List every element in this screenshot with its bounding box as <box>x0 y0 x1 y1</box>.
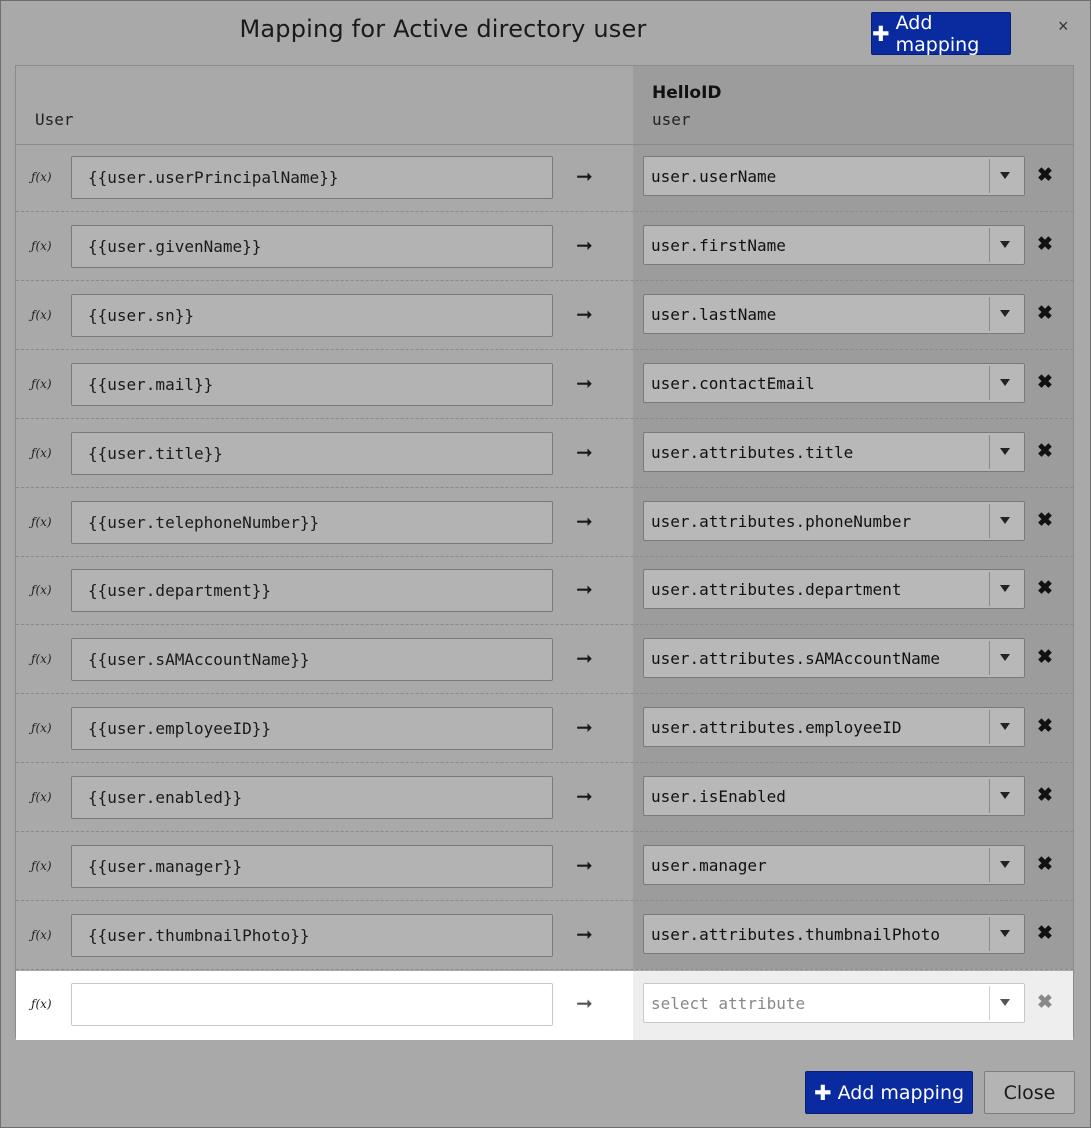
table-row <box>16 971 1073 1040</box>
plus-icon: ✚ <box>813 1080 832 1105</box>
source-expression-input[interactable]: {{user.mail}} <box>71 363 553 406</box>
target-attribute-value: user.isEnabled <box>651 787 786 807</box>
target-attribute-select[interactable] <box>643 569 1025 609</box>
target-attribute-select[interactable] <box>643 501 1025 541</box>
close-icon[interactable]: × <box>1058 16 1069 36</box>
function-icon[interactable]: ƒ(x) <box>31 790 52 805</box>
chevron-down-icon[interactable] <box>1000 585 1010 592</box>
function-icon[interactable]: ƒ(x) <box>31 376 52 391</box>
source-expression-input[interactable]: {{user.manager}} <box>71 845 553 888</box>
target-attribute-value: user.attributes.department <box>651 580 902 600</box>
close-button[interactable]: Close <box>984 1071 1075 1114</box>
select-divider <box>989 986 990 1020</box>
target-column-label: user <box>652 110 691 129</box>
arrow-right-icon: ➞ <box>576 923 593 946</box>
target-attribute-value: user.lastName <box>651 304 777 324</box>
function-icon[interactable]: ƒ(x) <box>31 721 52 736</box>
add-mapping-label: Add mapping <box>837 1081 965 1104</box>
table-row <box>16 695 1073 763</box>
target-attribute-value: user.attributes.sAMAccountName <box>651 649 940 669</box>
target-attribute-value: select attribute <box>651 993 806 1013</box>
target-attribute-value: user.attributes.employeeID <box>651 718 902 738</box>
select-divider <box>989 572 990 606</box>
function-icon[interactable]: ƒ(x) <box>31 238 52 253</box>
function-icon[interactable]: ƒ(x) <box>31 996 52 1011</box>
select-divider <box>989 228 990 262</box>
target-attribute-select[interactable] <box>643 914 1025 954</box>
select-divider <box>989 710 990 744</box>
function-icon[interactable]: ƒ(x) <box>31 859 52 873</box>
chevron-down-icon[interactable] <box>1000 448 1010 455</box>
table-row <box>16 213 1073 281</box>
source-expression-input[interactable]: {{user.sAMAccountName}} <box>71 638 553 681</box>
chevron-down-icon[interactable] <box>1000 172 1010 179</box>
delete-row-icon[interactable]: ✖ <box>1037 785 1053 807</box>
table-row <box>16 833 1073 901</box>
arrow-right-icon: ➞ <box>576 510 593 533</box>
chevron-down-icon[interactable] <box>1000 999 1010 1006</box>
dialog-title: Mapping for Active directory user <box>239 15 647 43</box>
target-attribute-value: user.manager <box>651 856 767 875</box>
source-expression-input[interactable]: {{user.sn}} <box>71 294 553 337</box>
delete-row-icon[interactable]: ✖ <box>1037 578 1053 600</box>
source-expression-input[interactable]: {{user.employeeID}} <box>71 707 553 750</box>
table-row <box>16 282 1073 350</box>
function-icon[interactable]: ƒ(x) <box>31 927 52 942</box>
table-row <box>16 626 1073 694</box>
source-expression-input[interactable]: {{user.thumbnailPhoto}} <box>71 914 553 957</box>
source-expression-input[interactable]: {{user.telephoneNumber}} <box>71 501 553 544</box>
select-divider <box>989 504 990 538</box>
chevron-down-icon[interactable] <box>1000 792 1010 799</box>
arrow-right-icon: ➞ <box>576 786 593 809</box>
target-attribute-value: user.attributes.phoneNumber <box>651 511 912 531</box>
arrow-right-icon: ➞ <box>576 303 593 326</box>
table-row <box>16 144 1073 212</box>
target-attribute-select[interactable] <box>643 638 1025 678</box>
target-attribute-value: user.attributes.thumbnailPhoto <box>651 924 940 944</box>
function-icon[interactable]: ƒ(x) <box>31 652 52 667</box>
table-row <box>16 420 1073 488</box>
chevron-down-icon[interactable] <box>1000 241 1010 248</box>
source-expression-input[interactable]: {{user.title}} <box>71 432 553 475</box>
delete-row-icon[interactable]: ✖ <box>1037 647 1053 669</box>
delete-row-icon[interactable]: ✖ <box>1037 854 1053 875</box>
target-attribute-select[interactable] <box>643 363 1025 403</box>
source-expression-input[interactable] <box>71 983 553 1026</box>
select-divider <box>989 297 990 331</box>
arrow-right-icon: ➞ <box>576 234 593 257</box>
table-row <box>16 489 1073 557</box>
target-attribute-value: user.firstName <box>651 235 786 255</box>
plus-icon: ✚ <box>872 21 890 46</box>
arrow-right-icon: ➞ <box>576 855 593 877</box>
table-row <box>16 557 1073 625</box>
delete-row-icon[interactable]: ✖ <box>1037 371 1053 393</box>
chevron-down-icon[interactable] <box>1000 861 1010 868</box>
select-divider <box>989 366 990 400</box>
delete-row-icon[interactable]: ✖ <box>1037 302 1053 324</box>
function-icon[interactable]: ƒ(x) <box>31 170 52 184</box>
add-mapping-label: Add mapping <box>895 11 980 56</box>
arrow-right-icon: ➞ <box>576 579 593 602</box>
select-divider <box>989 779 990 813</box>
function-icon[interactable]: ƒ(x) <box>31 445 52 460</box>
source-expression-input[interactable]: {{user.userPrincipalName}} <box>71 156 553 199</box>
arrow-right-icon: ➞ <box>576 441 593 464</box>
function-icon[interactable]: ƒ(x) <box>31 583 52 598</box>
target-attribute-value: user.contactEmail <box>651 373 815 393</box>
arrow-right-icon: ➞ <box>576 372 593 395</box>
delete-row-icon[interactable]: ✖ <box>1037 509 1053 531</box>
target-column-title: HelloID <box>652 83 722 103</box>
select-divider <box>989 159 990 193</box>
target-attribute-select[interactable] <box>643 156 1025 196</box>
chevron-down-icon[interactable] <box>1000 930 1010 937</box>
chevron-down-icon[interactable] <box>1000 379 1010 386</box>
chevron-down-icon[interactable] <box>1000 723 1010 730</box>
table-row <box>16 351 1073 419</box>
select-divider <box>989 917 990 951</box>
table-row <box>16 902 1073 970</box>
select-divider <box>989 848 990 882</box>
chevron-down-icon[interactable] <box>1000 654 1010 661</box>
target-attribute-select[interactable] <box>643 432 1025 472</box>
target-attribute-value: user.attributes.title <box>651 442 854 462</box>
target-attribute-select[interactable] <box>643 707 1025 747</box>
table-header <box>16 66 1073 145</box>
delete-row-icon[interactable]: ✖ <box>1037 922 1053 944</box>
table-row <box>16 764 1073 832</box>
add-mapping-button-bottom[interactable] <box>805 1071 973 1114</box>
select-divider <box>989 641 990 675</box>
delete-row-icon[interactable]: ✖ <box>1037 165 1053 186</box>
select-divider <box>989 435 990 469</box>
target-attribute-value: user.userName <box>651 167 777 186</box>
arrow-right-icon: ➞ <box>576 717 593 740</box>
target-attribute-select[interactable] <box>643 776 1025 816</box>
chevron-down-icon[interactable] <box>1000 517 1010 524</box>
target-attribute-select[interactable] <box>643 225 1025 265</box>
source-column-label: User <box>35 110 74 129</box>
arrow-right-icon: ➞ <box>576 166 593 188</box>
source-expression-input[interactable]: {{user.givenName}} <box>71 225 553 268</box>
source-expression-input[interactable]: {{user.enabled}} <box>71 776 553 819</box>
delete-row-icon[interactable]: ✖ <box>1037 440 1053 462</box>
function-icon[interactable]: ƒ(x) <box>31 307 52 322</box>
source-expression-input[interactable]: {{user.department}} <box>71 569 553 612</box>
target-attribute-select[interactable] <box>643 845 1025 885</box>
delete-row-icon[interactable]: ✖ <box>1037 233 1053 255</box>
function-icon[interactable]: ƒ(x) <box>31 514 52 529</box>
target-attribute-select[interactable] <box>643 983 1025 1023</box>
delete-row-icon[interactable]: ✖ <box>1037 716 1053 738</box>
chevron-down-icon[interactable] <box>1000 310 1010 317</box>
arrow-right-icon: ➞ <box>576 992 593 1015</box>
arrow-right-icon: ➞ <box>576 648 593 671</box>
target-attribute-select[interactable] <box>643 294 1025 334</box>
delete-row-icon[interactable]: ✖ <box>1037 991 1053 1013</box>
add-mapping-button-top[interactable] <box>871 12 1011 55</box>
mapping-table <box>15 65 1074 1038</box>
